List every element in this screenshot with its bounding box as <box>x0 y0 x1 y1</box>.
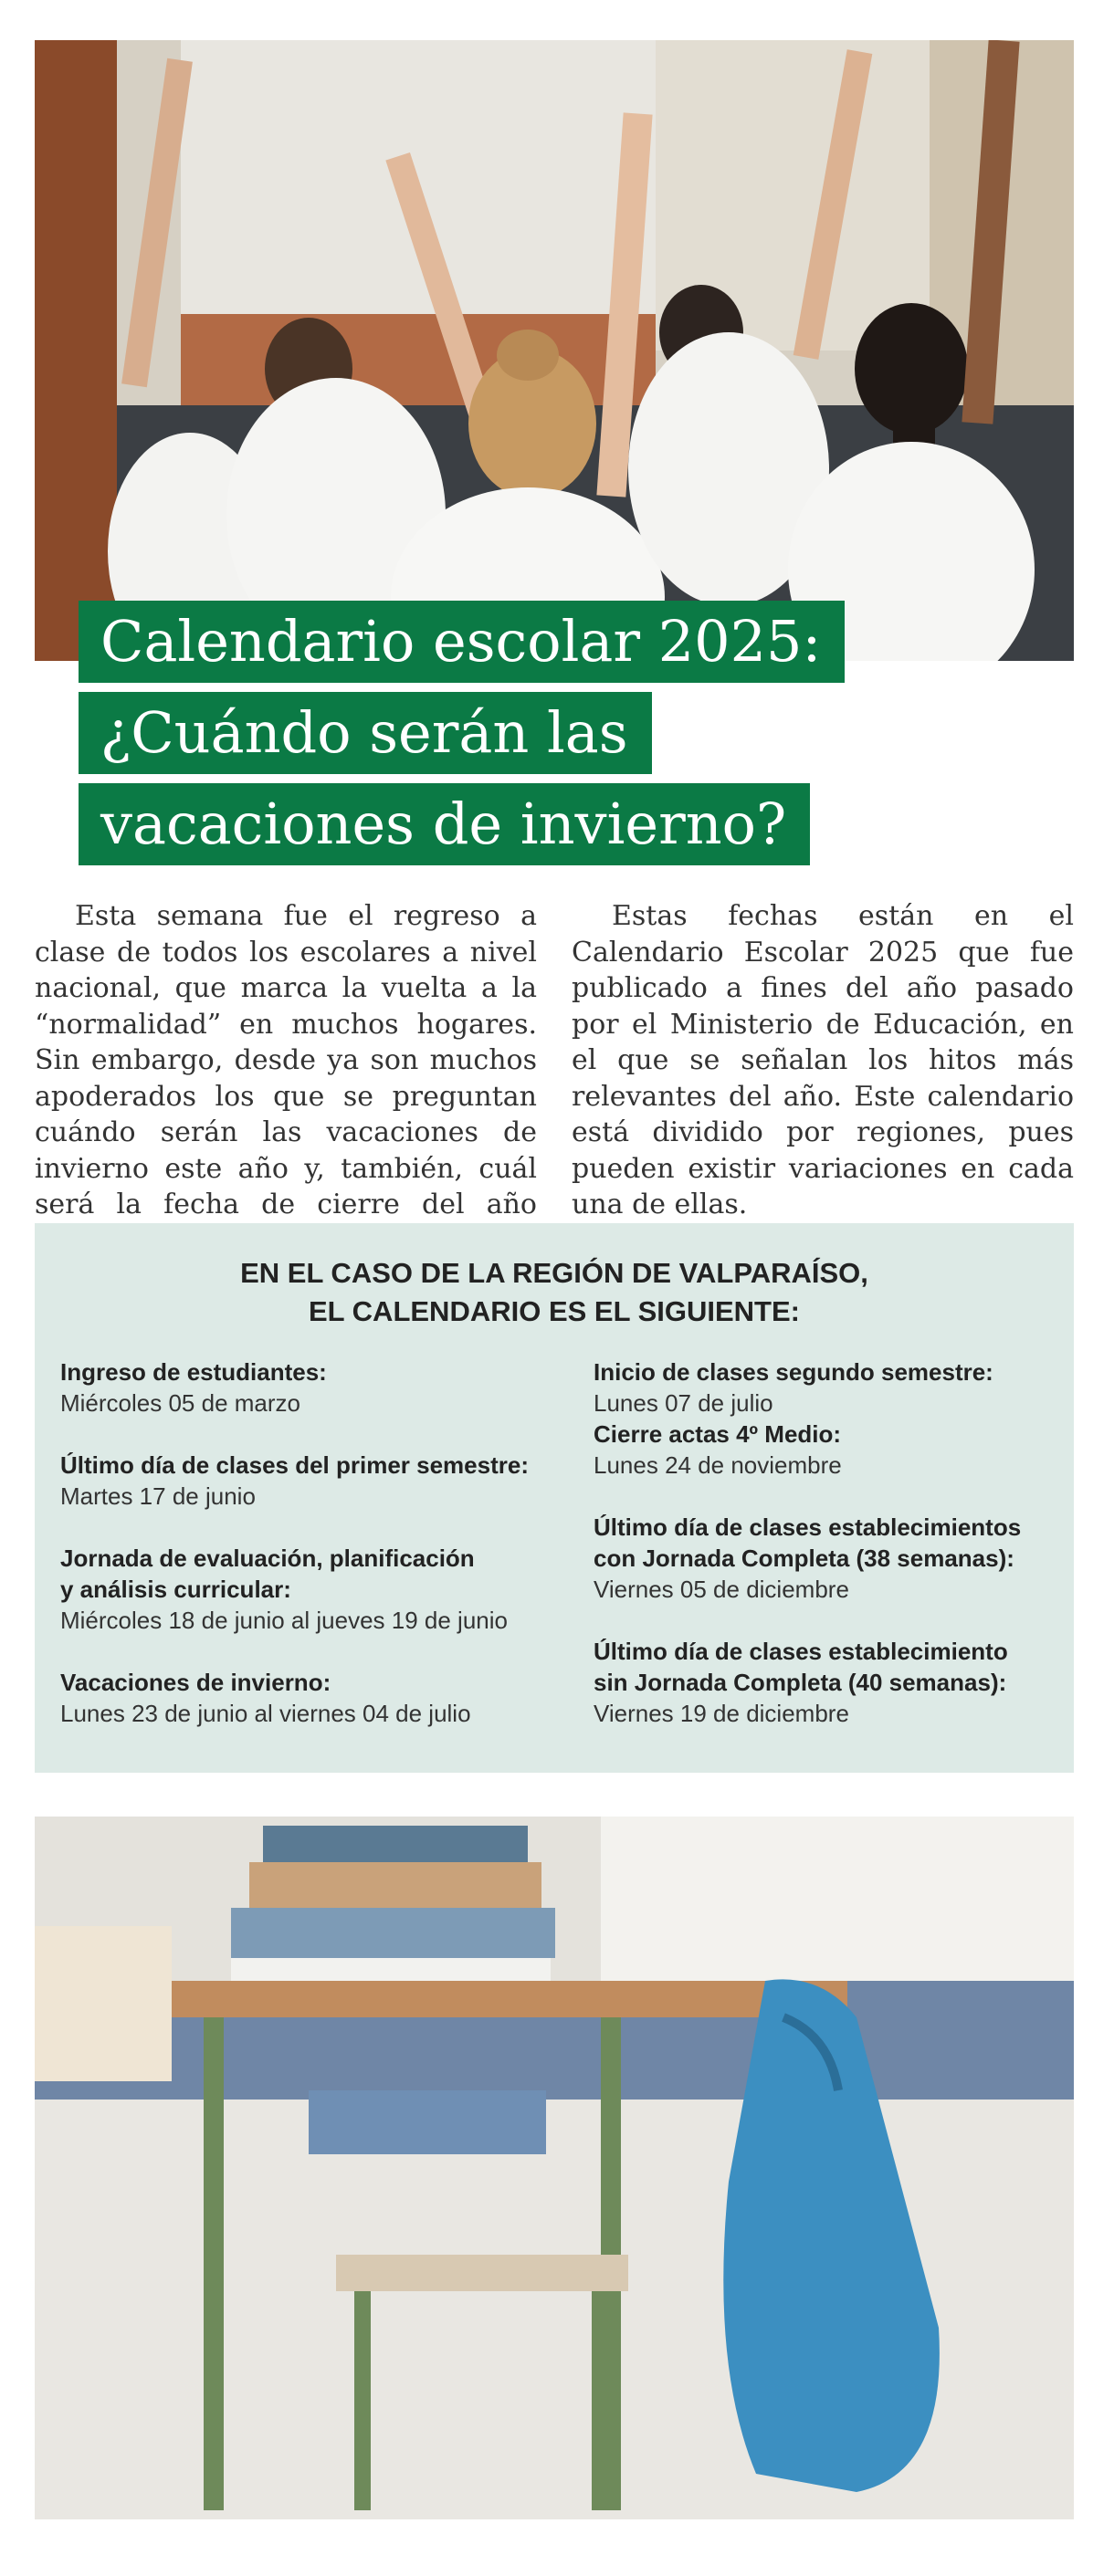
calendar-item <box>60 1356 327 1419</box>
article-paragraph-left: Esta semana fue el regreso a clase de todos los escolares a nivel nacional, que marca la vuelta a la “normalidad” en muchos hogares. Sin embargo, desde ya son muchos apoderados los que se preguntan cuándo serán las vacaciones de invierno este año y, también, cuál será la fecha de cierre del año <box>35 900 537 1220</box>
calendar-item-value: Lunes 07 de julio <box>594 1389 773 1417</box>
calendar-item-label: Último día de clases establecimiento <box>594 1638 1008 1665</box>
headline-line-3: vacaciones de invierno? <box>79 783 810 865</box>
calendar-item-value: Viernes 05 de diciembre <box>594 1576 849 1603</box>
calendar-item-label: Cierre actas 4º Medio: <box>594 1420 842 1448</box>
calendar-item <box>594 1419 842 1481</box>
classroom-photo-desk <box>35 1817 1074 2519</box>
calendar-item-value: Martes 17 de junio <box>60 1482 256 1510</box>
article-paragraph-right: Estas fechas están en el Calendario Escolar 2025 que fue publicado a fines del año pasado por el Ministerio de Educación, en el que se señalan los hitos más relevantes del año. Este calendario está dividido por regiones, pues pueden existir variaciones en cada una de ellas. <box>572 900 1074 1220</box>
infobox-title-line-1: EN EL CASO DE LA REGIÓN DE VALPARAÍSO, <box>240 1257 868 1289</box>
calendar-item-value: Viernes 19 de diciembre <box>594 1700 849 1727</box>
calendar-item-label: Inicio de clases segundo semestre: <box>594 1358 993 1386</box>
calendar-item-value: Miércoles 18 de junio al jueves 19 de junio <box>60 1607 508 1634</box>
calendar-item <box>594 1636 1008 1729</box>
calendar-item <box>60 1450 529 1512</box>
calendar-item <box>594 1512 1021 1605</box>
infobox-title-line-2: EL CALENDARIO ES EL SIGUIENTE: <box>309 1295 800 1327</box>
calendar-item-label-2: con Jornada Completa (38 semanas): <box>594 1545 1014 1572</box>
calendar-item-label-2: sin Jornada Completa (40 semanas): <box>594 1669 1007 1696</box>
calendar-item-value: Lunes 24 de noviembre <box>594 1451 842 1479</box>
students-illustration <box>35 40 1074 661</box>
calendar-item-value: Miércoles 05 de marzo <box>60 1389 300 1417</box>
calendar-item-label: Jornada de evaluación, planificación <box>60 1545 475 1572</box>
headline-line-1: Calendario escolar 2025: <box>79 601 845 683</box>
calendar-item-value: Lunes 23 de junio al viernes 04 de julio <box>60 1700 471 1727</box>
calendar-item <box>60 1667 471 1729</box>
calendar-item-label-2: y análisis curricular: <box>60 1576 291 1603</box>
calendar-item <box>60 1543 508 1636</box>
headline-line-2: ¿Cuándo serán las <box>79 692 652 774</box>
calendar-item-label: Ingreso de estudiantes: <box>60 1358 327 1386</box>
article-column-right <box>572 898 1074 1223</box>
calendar-item-label: Último día de clases establecimientos <box>594 1513 1022 1541</box>
infobox-title <box>35 1254 1074 1331</box>
article-column-left <box>35 898 537 1259</box>
calendar-item-label: Último día de clases del primer semestre: <box>60 1451 529 1479</box>
desk-illustration <box>35 1817 1074 2519</box>
calendar-item-label: Vacaciones de invierno: <box>60 1669 331 1696</box>
calendar-infobox <box>35 1223 1074 1773</box>
calendar-item <box>594 1356 993 1419</box>
classroom-photo-students <box>35 40 1074 661</box>
